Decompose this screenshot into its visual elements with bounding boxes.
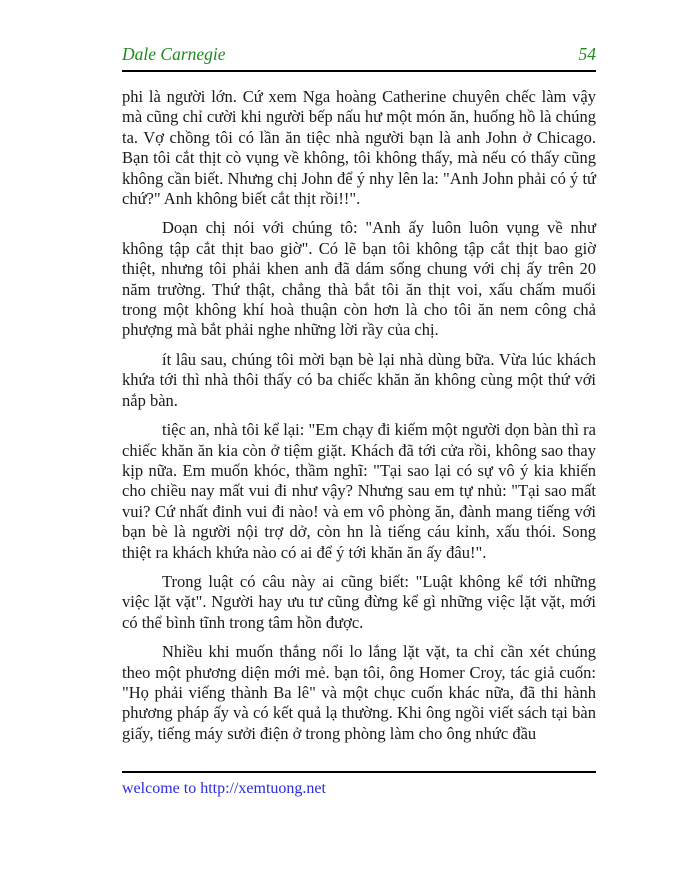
paragraph: ít lâu sau, chúng tôi mời bạn bè lại nhà dùng bữa. Vừa lúc khách khứa tới thì nhà thôi thấy có ba chiếc khăn ăn không cùng một thứ với nắp bàn.	[122, 349, 596, 410]
paragraph: Nhiều khi muốn thắng nổi lo lắng lặt vặt, ta chỉ cần xét chúng theo một phương diện mới mẻ. bạn tôi, ông Homer Croy, tác giả cuốn: "Họ phải viếng thành Ba lê" và một chục cuốn khác nữa, đã thi hành phương pháp ấy và có kết quả lạ thường. Khi ông ngồi viết sách tại bàn giấy, tiếng máy sưởi điện ở trong phòng làm cho ông nhức đầu	[122, 642, 596, 743]
document-body	[122, 87, 596, 744]
page-footer	[122, 771, 596, 798]
paragraph: Doạn chị nói với chúng tô: "Anh ấy luôn luôn vụng về như không tập cắt thịt bao giờ". Có lẽ bạn tôi không tập cắt thịt bao giờ thiệt, nhưng tôi phải khen anh đã dám sống chung với chị ấy trên 20 năm trường. Thứ thật, chẳng thà bắt tôi ăn thịt voi, xấu chấm muối trong một không khí hoà thuận còn hơn là cho tôi ăn nem công chả phượng mà bắt phải nghe những lời rầy của chị.	[122, 218, 596, 340]
page-header	[122, 44, 596, 72]
page-number: 54	[578, 44, 596, 64]
paragraph: phi là người lớn. Cứ xem Nga hoàng Catherine chuyên chếc làm vậy mà cũng chỉ cười khi người bếp nấu hư một món ăn, huống hồ là chúng ta. Vợ chồng tôi có lần ăn tiệc nhà người bạn là anh John ở Chicago. Bạn tôi cắt thịt cò vụng về không, tôi không thấy, mà nếu có thấy cũng không cần biết. Nhưng chị John để ý nhy lên la: "Anh John phải có ý tứ chứ?" Anh không biết cắt thịt rồi!!".	[122, 87, 596, 209]
author-name: Dale Carnegie	[122, 44, 226, 64]
paragraph: Trong luật có câu này ai cũng biết: "Luật không kể tới những việc lặt vặt". Người hay ưu tư cũng đừng kể gì những việc lặt vặt, mới có thể bình tĩnh trong tâm hồn được.	[122, 571, 596, 632]
footer-link[interactable]: welcome to http://xemtuong.net	[122, 780, 326, 797]
paragraph: tiệc an, nhà tôi kể lại: "Em chạy đi kiếm một người dọn bàn thì ra chiếc khăn ăn kia còn ở tiệm giặt. Khách đã tới cửa rồi, không sao thay kịp nữa. Em muốn khóc, thầm nghĩ: "Tại sao lại có sự vô ý kia khiến cho chiều nay mất vui đi như vậy? Nhưng sau em tự nhủ: "Tại sao mất vui? Cứ nhất đinh vui đi nào! và em vô phòng ăn, đành mang tiếng với bạn bè là người nội trợ dở, còn hn là tiếng cáu kỉnh, xấu thói. Song thiệt ra khách khứa nào có ai để ý tới khăn ăn ấy đâu!".	[122, 420, 596, 562]
